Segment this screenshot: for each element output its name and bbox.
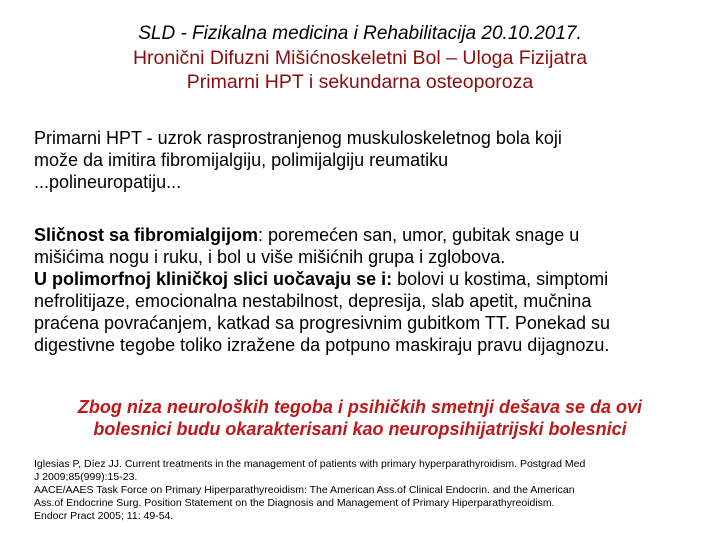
clinical-line-2: nefrolitijaze, emocionalna nestabilnost, depresija, slab apetit, mučnina [34, 291, 592, 311]
event-title: SLD - Fizikalna medicina i Rehabilitacija 20.10.2017. [138, 23, 582, 44]
reference-line-3: AACE/AAES Task Force on Primary Hiperparathyreoidism: The American Ass.of Clinical Endocrin. and the American [34, 484, 575, 496]
clinical-text: bolovi u kostima, simptomi [392, 269, 609, 289]
lecture-title: Hronični Difuzni Mišićnoskeletni Bol – Uloga Fizijatra [132, 47, 588, 69]
conclusion-line-2: bolesnici budu okarakterisani kao neuropsihijatrijski bolesnici [93, 419, 627, 439]
similarity-line-1 [34, 224, 714, 246]
body-paragraph [34, 224, 714, 356]
similarity-line-2: mišićima nogu i ruku, i bol u više mišićnih grupa i zglobova. [34, 247, 506, 267]
clinical-line-4: digestivne tegobe toliko izražene da potpuno maskiraju pravu dijagnozu. [34, 335, 610, 355]
reference-line-2: J 2009;85(999):15-23. [34, 471, 138, 483]
clinical-label: U polimorfnoj kliničkoj slici uočavaju se i: [34, 269, 393, 289]
similarity-text: : poremećen san, umor, gubitak snage u [258, 225, 580, 245]
clinical-line-3: praćena povraćanjem, katkad sa progresivnim gubitkom TT. Ponekad su [34, 313, 610, 333]
slide-title: Primarni HPT i sekundarna osteoporoza [186, 71, 534, 93]
slide-header [0, 22, 720, 94]
reference-line-1: Iglesias P, Díez JJ. Current treatments in the management of patients with primary hyperparathyroidism. Postgrad Med [34, 458, 586, 470]
conclusion-line-1: Zbog niza neuroloških tegoba i psihičkih smetnji dešava se da ovi [77, 397, 643, 417]
conclusion [0, 396, 720, 440]
reference-line-5: Endocr Pract 2005; 11: 49-54. [34, 510, 174, 522]
intro-paragraph: Primarni HPT - uzrok rasprostranjenog muskuloskeletnog bola koji može da imitira fibromijalgiju, polimijalgiju reumatiku ...polineuropatiju... [34, 128, 562, 192]
references [34, 458, 714, 523]
similarity-label: Sličnost sa fibromialgijom [34, 225, 259, 245]
reference-line-4: Ass.of Endocrine Surg. Position Statement on the Diagnosis and Management of Primary Hiperparathyreoidism. [34, 497, 555, 509]
clinical-line-1 [34, 268, 714, 290]
